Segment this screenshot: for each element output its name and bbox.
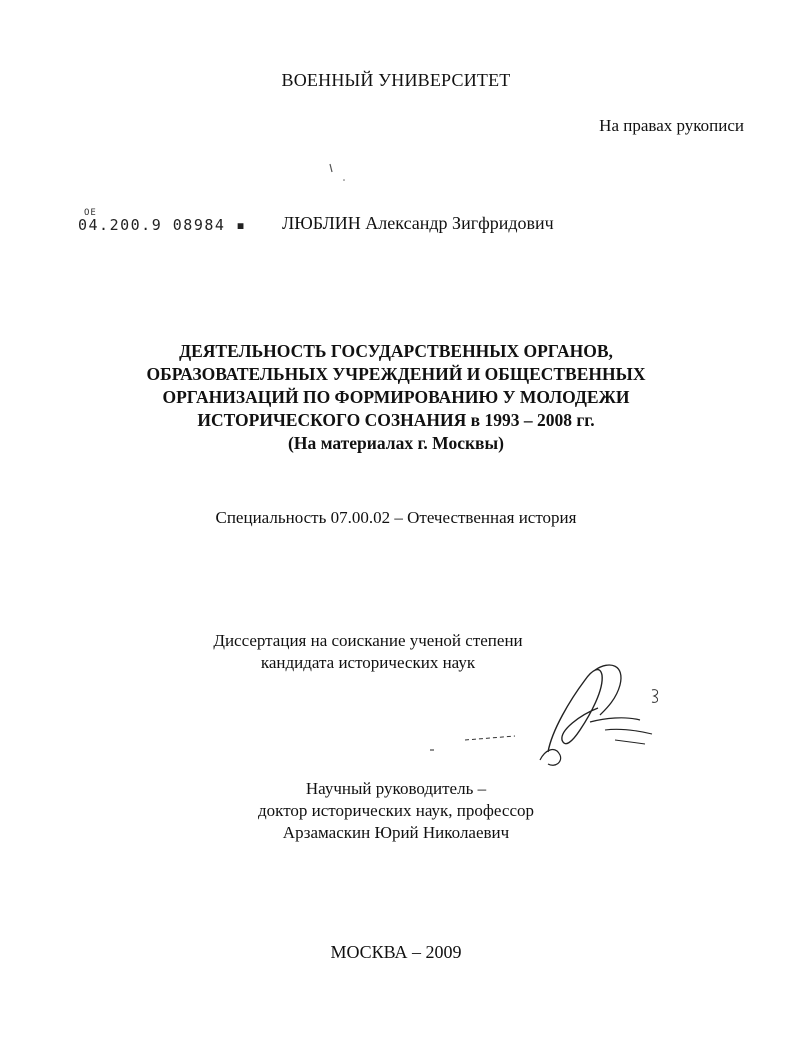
specialty: Специальность 07.00.02 – Отечественная история — [215, 508, 577, 527]
title-subtitle: (На материалах г. Москвы) — [288, 433, 504, 453]
scan-speck — [326, 160, 356, 184]
registration-number: 04.200.9 08984 — [78, 216, 226, 234]
author-name: ЛЮБЛИН Александр Зигфридович — [282, 213, 554, 233]
stamp-dot-icon: ▪ — [235, 216, 247, 234]
stamp-mark: ОЕ — [84, 208, 97, 218]
supervisor-role: Научный руководитель – — [305, 779, 487, 798]
city-year: МОСКВА – 2009 — [330, 942, 462, 962]
title-line: ИСТОРИЧЕСКОГО СОЗНАНИЯ в 1993 – 2008 гг. — [197, 410, 595, 430]
manuscript-rights-note: На правах рукописи — [599, 116, 744, 135]
degree-line-2: кандидата исторических наук — [260, 653, 476, 672]
degree-line-1: Диссертация на соискание ученой степени — [213, 631, 523, 650]
title-line: ОРГАНИЗАЦИЙ ПО ФОРМИРОВАНИЮ У МОЛОДЕЖИ — [162, 387, 630, 407]
supervisor-degree: доктор исторических наук, профессор — [258, 801, 534, 820]
title-line: ДЕЯТЕЛЬНОСТЬ ГОСУДАРСТВЕННЫХ ОРГАНОВ, — [179, 341, 613, 361]
supervisor-name: Арзамаскин Юрий Николаевич — [282, 823, 510, 842]
university-name: ВОЕННЫЙ УНИВЕРСИТЕТ — [281, 70, 511, 90]
handwritten-signature — [420, 660, 680, 780]
supervisor-block — [0, 778, 792, 844]
dissertation-title — [0, 340, 792, 455]
title-line: ОБРАЗОВАТЕЛЬНЫХ УЧРЕЖДЕНИЙ И ОБЩЕСТВЕННЫХ — [146, 364, 646, 384]
registration-stamp — [78, 216, 247, 234]
